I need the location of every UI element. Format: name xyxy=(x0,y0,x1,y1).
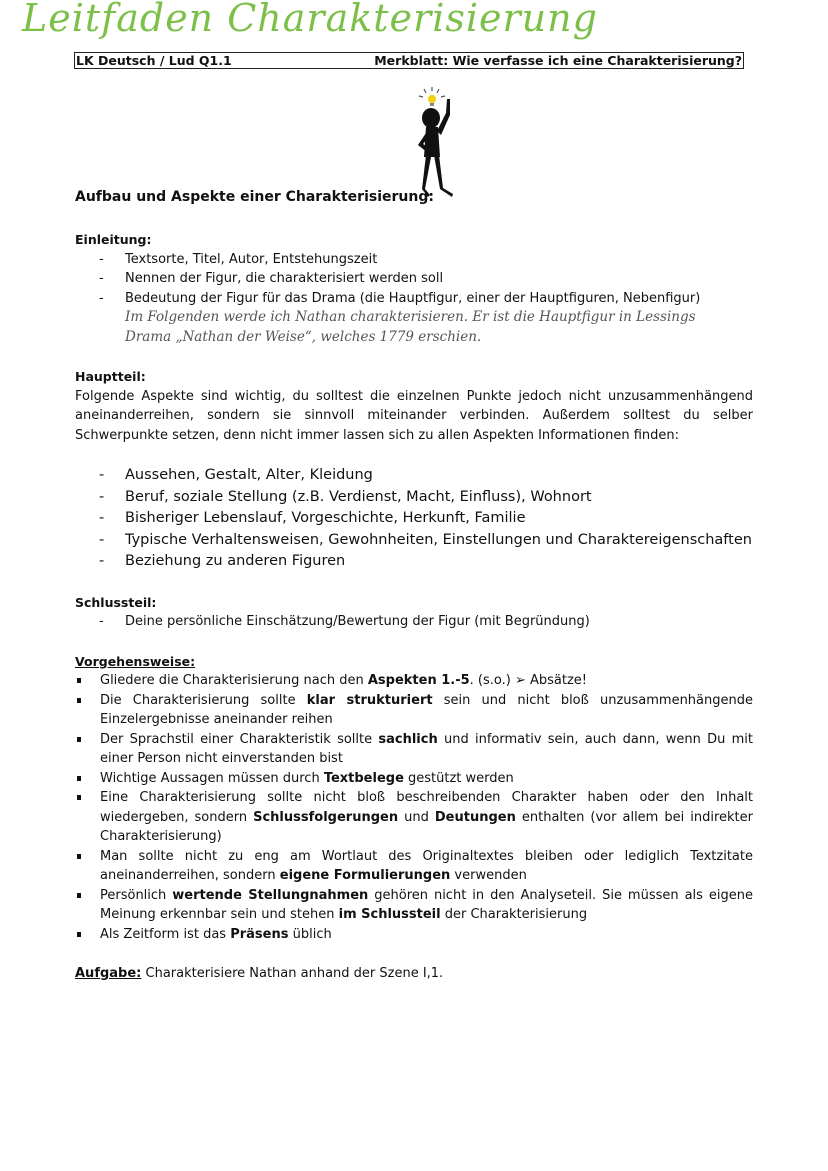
list-item: - Deine persönliche Einschätzung/Bewertung der Figur (mit Begründung) xyxy=(75,612,753,632)
list-item: - Typische Verhaltensweisen, Gewohnheiten, Einstellungen und Charaktereigenschaften xyxy=(75,530,753,552)
list-item: Die Charakterisierung sollte klar strukturiert sein und nicht bloß unzusammenhängende Einzelergebnisse aneinander reihen xyxy=(75,691,753,730)
handwritten-note: Im Folgenden werde ich Nathan charakterisieren. Er ist die Hauptfigur in Lessings Drama „Nathan der Weise“, welches 1779 erschien. xyxy=(125,309,696,345)
list-item: Wichtige Aussagen müssen durch Textbelege gestützt werden xyxy=(75,769,753,789)
document-header xyxy=(74,52,744,69)
vorgehensweise-list xyxy=(75,671,753,944)
list-item: Als Zeitform ist das Präsens üblich xyxy=(75,925,753,945)
aufgabe xyxy=(75,964,753,984)
document-body xyxy=(75,188,753,984)
einleitung-heading: Einleitung: xyxy=(75,232,152,247)
list-item: - Nennen der Figur, die charakterisiert werden soll xyxy=(75,269,753,289)
list-item: - Aussehen, Gestalt, Alter, Kleidung xyxy=(75,465,753,487)
handwritten-title: Leitfaden Charakterisierung xyxy=(22,0,598,40)
list-item: - Bedeutung der Figur für das Drama (die Hauptfigur, einer der Hauptfiguren, Nebenfigur) xyxy=(75,289,753,309)
header-title: Merkblatt: Wie verfasse ich eine Charakterisierung? xyxy=(374,53,742,68)
aufgabe-text: Charakterisiere Nathan anhand der Szene I,1. xyxy=(141,966,444,981)
vorgehensweise-heading: Vorgehensweise: xyxy=(75,653,196,669)
einleitung-list xyxy=(75,250,753,309)
list-item: - Textsorte, Titel, Autor, Entstehungszeit xyxy=(75,250,753,270)
list-item: Gliedere die Charakterisierung nach den Aspekten 1.-5. (s.o.) ➢ Absätze! xyxy=(75,671,753,691)
list-item: Man sollte nicht zu eng am Wortlaut des Originaltextes bleiben oder lediglich Textzitate aneinanderreihen, sondern eigene Formulierungen verwenden xyxy=(75,847,753,886)
header-course: LK Deutsch / Lud Q1.1 xyxy=(76,53,232,68)
aufgabe-label: Aufgabe: xyxy=(75,966,142,981)
list-item: - Beziehung zu anderen Figuren xyxy=(75,551,753,573)
main-heading: Aufbau und Aspekte einer Charakterisierung: xyxy=(75,189,434,205)
hauptteil-heading: Hauptteil: xyxy=(75,369,146,384)
schlussteil-heading: Schlussteil: xyxy=(75,594,157,610)
hauptteil-intro: Folgende Aspekte sind wichtig, du solltest die einzelnen Punkte jedoch nicht unzusammenhängend aneinanderreihen, sondern sie sinnvoll miteinander verbinden. Außerdem solltest du selber Schwerpunkte setzen, denn nicht immer lassen sich zu allen Aspekten Informationen finden: xyxy=(75,388,753,443)
list-item: Persönlich wertende Stellungnahmen gehören nicht in den Analyseteil. Sie müssen als eigene Meinung erkennbar sein und stehen im Schlussteil der Charakterisierung xyxy=(75,886,753,925)
stick-figure-with-lightbulb-icon xyxy=(410,85,470,203)
list-item: - Bisheriger Lebenslauf, Vorgeschichte, Herkunft, Familie xyxy=(75,508,753,530)
schlussteil-list xyxy=(75,612,753,632)
list-item: Eine Charakterisierung sollte nicht bloß beschreibenden Charakter haben oder den Inhalt wiedergeben, sondern Schlussfolgerungen und Deutungen enthalten (vor allem bei indirekter Charakterisierung) xyxy=(75,788,753,847)
list-item: - Beruf, soziale Stellung (z.B. Verdienst, Macht, Einfluss), Wohnort xyxy=(75,487,753,509)
hauptteil-list xyxy=(75,465,753,573)
list-item: Der Sprachstil einer Charakteristik sollte sachlich und informativ sein, auch dann, wenn Du mit einer Person nicht einverstanden bist xyxy=(75,730,753,769)
